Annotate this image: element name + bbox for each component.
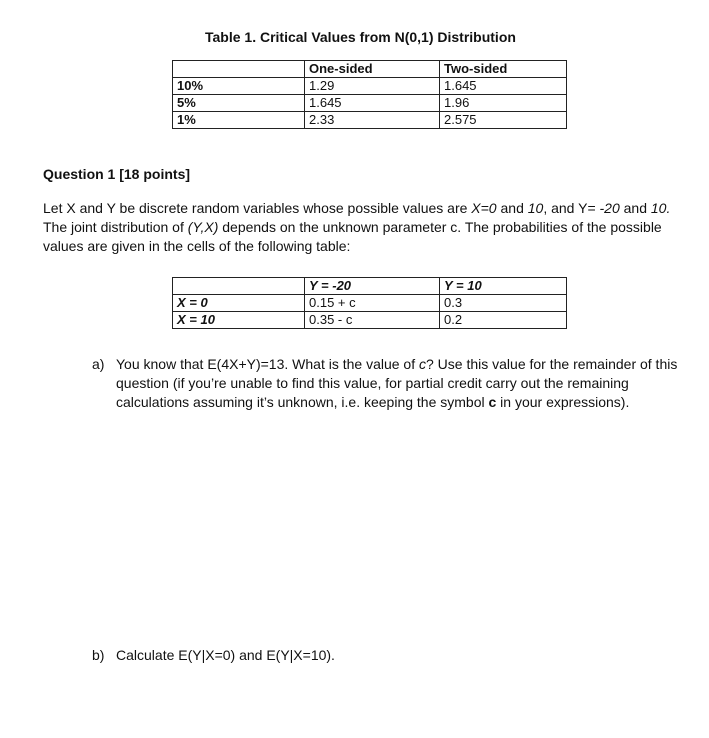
table-row — [173, 95, 567, 112]
part-a-segment: c — [488, 394, 497, 410]
table-header-row — [173, 61, 567, 78]
table-cell: 1.645 — [305, 95, 440, 112]
part-b-label: b) — [92, 647, 105, 663]
intro-text: 10. — [650, 200, 671, 216]
table-header-cell: Y = 10 — [440, 278, 567, 295]
intro-text: 10 — [527, 200, 544, 216]
table-header-row — [173, 278, 567, 295]
part-a-segment: in your expressions). — [496, 394, 630, 410]
table-cell: 0.2 — [440, 312, 567, 329]
table-row — [173, 112, 567, 129]
table-header-cell — [173, 278, 305, 295]
critical-values-table — [172, 60, 567, 129]
intro-text: X=0 — [471, 200, 497, 216]
intro-text: and — [619, 200, 651, 216]
table-cell: 1.645 — [440, 78, 567, 95]
table-cell: X = 0 — [173, 295, 305, 312]
table-cell: 2.575 — [440, 112, 567, 129]
part-a-segment: c — [419, 356, 426, 372]
intro-text: (Y,X) — [187, 219, 219, 235]
table-cell: X = 10 — [173, 312, 305, 329]
intro-text: depends on the unknown parameter c. The probabilities of the possible values are given in the cells of the following table: — [43, 219, 662, 254]
joint-distribution-table — [172, 277, 567, 329]
table-cell: 1.29 — [305, 78, 440, 95]
intro-text: Let X and Y be discrete random variables whose possible values are — [43, 200, 472, 216]
table-cell: 10% — [173, 78, 305, 95]
table-row — [173, 78, 567, 95]
table-cell: 5% — [173, 95, 305, 112]
intro-text: , and Y= — [543, 200, 600, 216]
part-a-segment: ? Use this value for the remainder of this question (if you’re unable to find this value, for partial credit carry out the remaining calculations assuming it’s unknown, i.e. keeping the symbol — [116, 356, 678, 410]
table-header-cell: Two-sided — [440, 61, 567, 78]
table-cell: 2.33 — [305, 112, 440, 129]
intro-text: -20 — [599, 200, 620, 216]
table-header-cell: One-sided — [305, 61, 440, 78]
table1-title: Table 1. Critical Values from N(0,1) Distribution — [205, 29, 516, 45]
table-cell: 0.35 - c — [305, 312, 440, 329]
part-b-text: Calculate E(Y|X=0) and E(Y|X=10). — [116, 647, 335, 663]
question-intro — [43, 199, 683, 256]
part-a-label: a) — [92, 356, 105, 372]
part-a-segment: You know that E(4X+Y)=13. What is the value of — [116, 356, 419, 372]
part-a-text — [116, 355, 688, 412]
table-header-cell: Y = -20 — [305, 278, 440, 295]
intro-text: and — [496, 200, 528, 216]
table-header-cell — [173, 61, 305, 78]
intro-text: The joint distribution of — [43, 219, 188, 235]
table-cell: 0.3 — [440, 295, 567, 312]
question-heading: Question 1 [18 points] — [43, 166, 191, 182]
table-cell: 1% — [173, 112, 305, 129]
table-cell: 0.15 + c — [305, 295, 440, 312]
table-row — [173, 295, 567, 312]
table-row — [173, 312, 567, 329]
table-cell: 1.96 — [440, 95, 567, 112]
